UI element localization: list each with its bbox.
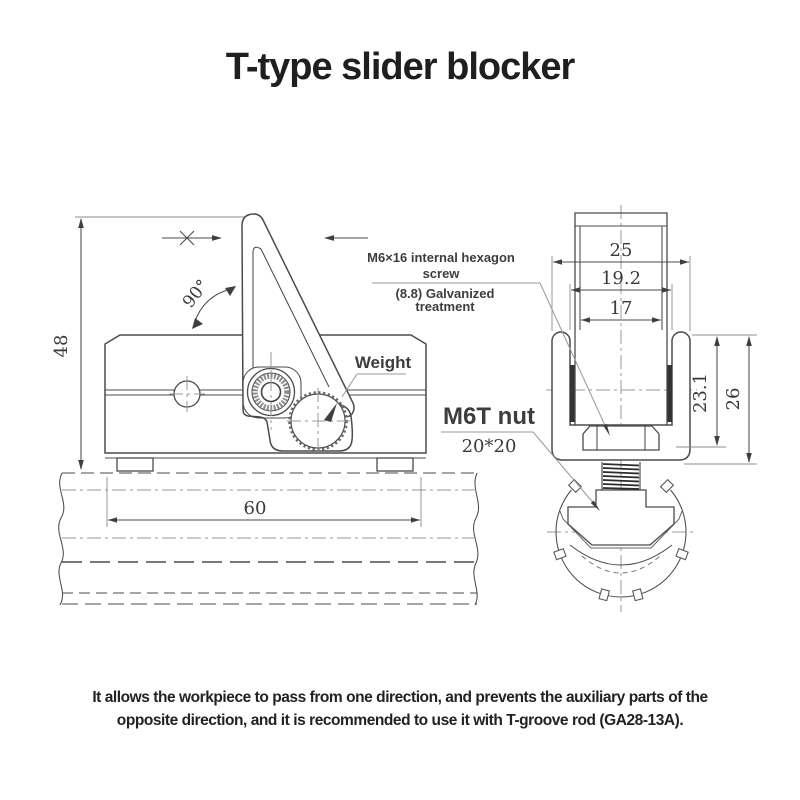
screw-note-line4: treatment (415, 299, 475, 314)
dim-25-text: 25 (609, 240, 633, 261)
dim-60-text: 60 (243, 498, 267, 519)
dim-60 (107, 477, 421, 527)
screw-note-line2: screw (422, 266, 460, 281)
front-view (51, 214, 479, 605)
description-text (0, 686, 800, 732)
channel-wear-strip-right (668, 365, 673, 422)
channel-wear-strip-left (570, 365, 575, 422)
nut-size-text: 20*20 (461, 436, 517, 457)
dim-23-1-text: 23.1 (690, 372, 711, 414)
description-line1: It allows the workpiece to pass from one direction, and prevents the auxiliary parts of the (92, 689, 708, 706)
body-foot-right (377, 458, 413, 471)
block-direction-arrow-icon (324, 235, 368, 241)
pass-direction-cross-arrow-icon (162, 231, 222, 245)
weight-label: Weight (354, 353, 412, 372)
nut-label: M6T nut (443, 403, 535, 430)
body-foot-left (117, 458, 153, 471)
description-line2: opposite direction, and it is recommended to use it with T-groove rod (GA28-13A). (116, 712, 684, 729)
rail-break-left (59, 473, 64, 605)
t-nut (568, 490, 674, 545)
angle-annotation (179, 276, 236, 329)
dim-19-2-text: 19.2 (600, 268, 642, 289)
rail-break-right (474, 473, 479, 605)
dim-48-text: 48 (51, 334, 72, 358)
dim-17 (581, 298, 661, 323)
dim-26-text: 26 (723, 387, 744, 411)
page-title: T-type slider blocker (225, 46, 575, 88)
rail-profile (59, 473, 479, 605)
angle-text: 90° (178, 275, 214, 312)
dim-17-text: 17 (609, 298, 633, 319)
screw-note-line1: M6×16 internal hexagon (367, 250, 515, 265)
screw-head (583, 426, 659, 450)
screw-note-line3: (8.8) Galvanized (395, 286, 495, 301)
